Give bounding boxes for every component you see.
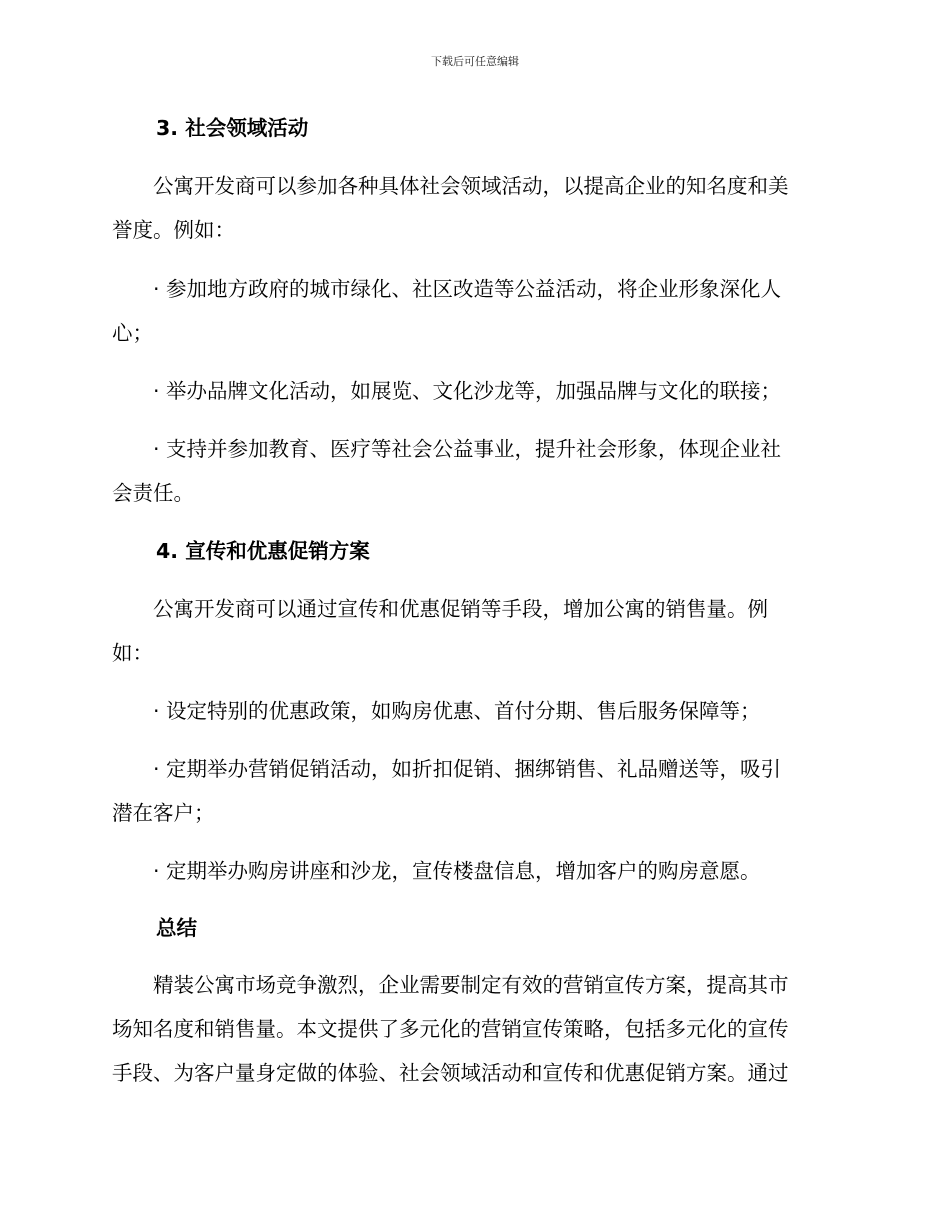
section-4-intro-line-2: 如：: [112, 641, 153, 665]
section-3-bullet-1-line-1: · 参加地方政府的城市绿化、社区改造等公益活动，将企业形象深化人: [112, 277, 782, 301]
section-4-bullet-3-line-1: · 定期举办购房讲座和沙龙，宣传楼盘信息，增加客户的购房意愿。: [112, 859, 761, 883]
section-4-intro-line-1: 公寓开发商可以通过宣传和优惠促销等手段，增加公寓的销售量。例: [112, 597, 768, 621]
section-3-intro-line-1: 公寓开发商可以参加各种具体社会领域活动，以提高企业的知名度和美: [112, 174, 789, 198]
section-3-intro-line-2: 誉度。例如：: [112, 218, 235, 242]
section-4-bullet-1-line-1: · 设定特别的优惠政策，如购房优惠、首付分期、售后服务保障等；: [112, 699, 761, 723]
section-4-bullet-2-line-2: 潜在客户；: [112, 801, 215, 825]
page-header: 下载后可任意编辑: [431, 55, 519, 68]
section-heading-promotion-plan: 4. 宣传和优惠促销方案: [156, 539, 370, 563]
summary-heading: 总结: [156, 916, 197, 940]
summary-line-1: 精装公寓市场竞争激烈，企业需要制定有效的营销宣传方案，提高其市: [112, 973, 789, 997]
section-3-bullet-3-line-2: 会责任。: [112, 481, 194, 505]
summary-line-3: 手段、为客户量身定做的体验、社会领域活动和宣传和优惠促销方案。通过: [112, 1061, 789, 1085]
section-heading-social-activities: 3. 社会领域活动: [156, 116, 309, 140]
section-3-bullet-3-line-1: · 支持并参加教育、医疗等社会公益事业，提升社会形象，体现企业社: [112, 437, 782, 461]
summary-line-2: 场知名度和销售量。本文提供了多元化的营销宣传策略，包括多元化的宣传: [112, 1017, 789, 1041]
section-3-bullet-2-line-1: · 举办品牌文化活动，如展览、文化沙龙等，加强品牌与文化的联接；: [112, 379, 782, 403]
section-3-bullet-1-line-2: 心；: [112, 321, 153, 345]
section-4-bullet-2-line-1: · 定期举办营销促销活动，如折扣促销、捆绑销售、礼品赠送等，吸引: [112, 757, 782, 781]
